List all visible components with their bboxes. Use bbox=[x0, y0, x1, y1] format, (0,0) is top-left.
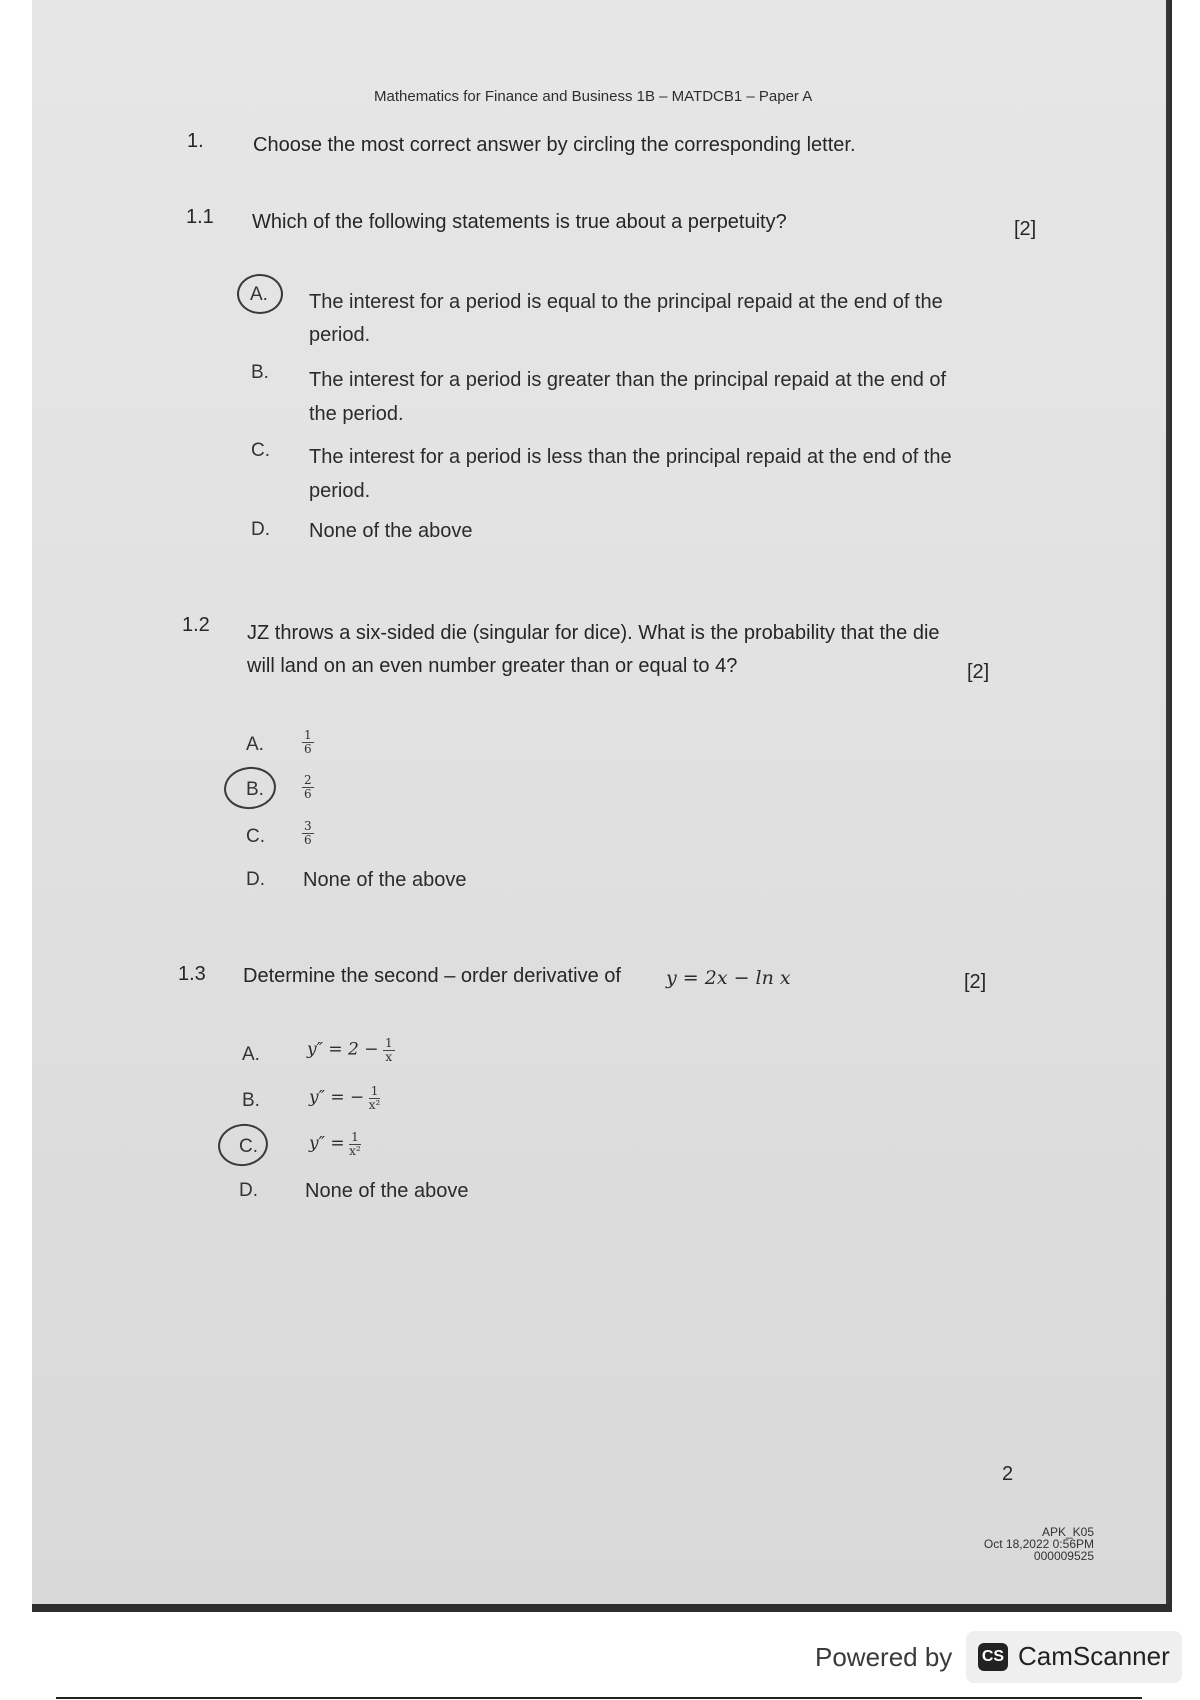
option-letter: A. bbox=[246, 734, 264, 755]
fraction-numerator: 1 bbox=[384, 1036, 393, 1050]
option-text: the period. bbox=[309, 403, 404, 425]
exam-page bbox=[32, 0, 1166, 1604]
fraction-denominator: x bbox=[385, 1050, 393, 1064]
camscanner-brand-name: CamScanner bbox=[1018, 1641, 1170, 1671]
option-letter: D. bbox=[251, 519, 270, 540]
expression-lhs: y″ = − bbox=[309, 1087, 365, 1108]
expression-lhs: y″ = bbox=[309, 1133, 345, 1154]
option-text: The interest for a period is less than the principal repaid at the end of the bbox=[309, 446, 952, 468]
question-text: will land on an even number greater than or equal to 4? bbox=[247, 655, 738, 677]
question-marks: [2] bbox=[967, 661, 990, 683]
stamp-line: 000009525 bbox=[1033, 1549, 1094, 1563]
option-text: period. bbox=[309, 324, 371, 346]
question-number: 1.2 bbox=[182, 614, 210, 636]
scan-bottom-edge bbox=[32, 1604, 1172, 1612]
fraction-denominator: 6 bbox=[304, 787, 312, 801]
option-letter: B. bbox=[246, 779, 264, 800]
option-letter: C. bbox=[251, 440, 270, 461]
question-number: 1.3 bbox=[178, 963, 206, 985]
option-fraction bbox=[302, 774, 314, 801]
question-text: Determine the second – order derivative of bbox=[243, 965, 621, 987]
option-letter: B. bbox=[242, 1090, 260, 1111]
expression-lhs: y″ = 2 − bbox=[307, 1039, 379, 1060]
fraction-denominator: 6 bbox=[304, 742, 312, 756]
page-header: Mathematics for Finance and Business 1B – MATDCB1 – Paper A bbox=[374, 88, 813, 105]
option-letter: B. bbox=[251, 362, 269, 383]
option-text: period. bbox=[309, 480, 371, 502]
option-text: None of the above bbox=[303, 869, 467, 891]
option-text: None of the above bbox=[305, 1180, 469, 1202]
powered-by-label: Powered by bbox=[815, 1642, 953, 1672]
question-text: Which of the following statements is true about a perpetuity? bbox=[252, 211, 787, 233]
fraction-numerator: 3 bbox=[304, 819, 312, 833]
option-letter: A. bbox=[242, 1044, 260, 1065]
option-expression bbox=[309, 1085, 380, 1112]
fraction-denominator: x² bbox=[368, 1098, 381, 1112]
option-expression bbox=[309, 1131, 361, 1158]
footer-divider bbox=[56, 1697, 1142, 1699]
fraction-numerator: 1 bbox=[370, 1084, 379, 1098]
scan-left-edge bbox=[0, 0, 32, 1612]
option-text: The interest for a period is equal to the principal repaid at the end of the bbox=[309, 291, 943, 313]
option-fraction bbox=[302, 729, 314, 756]
option-letter: D. bbox=[239, 1180, 258, 1201]
section-instruction: Choose the most correct answer by circling the corresponding letter. bbox=[253, 134, 856, 156]
scan-right-edge bbox=[1166, 0, 1200, 1612]
option-expression bbox=[307, 1037, 395, 1064]
option-letter: A. bbox=[250, 284, 268, 305]
option-letter: C. bbox=[239, 1136, 258, 1157]
option-letter: D. bbox=[246, 869, 265, 890]
scan-stamp bbox=[972, 1526, 1094, 1562]
page-number: 2 bbox=[1002, 1463, 1014, 1485]
fraction-denominator: x² bbox=[349, 1144, 361, 1158]
question-number: 1.1 bbox=[186, 206, 214, 228]
camscanner-badge-icon: CS bbox=[978, 1643, 1008, 1671]
option-text: The interest for a period is greater than the principal repaid at the end of bbox=[309, 369, 947, 391]
option-text: None of the above bbox=[309, 520, 473, 542]
question-marks: [2] bbox=[964, 971, 987, 993]
stamp-line: APK_K05 bbox=[1041, 1525, 1094, 1539]
option-letter: C. bbox=[246, 826, 265, 847]
option-fraction bbox=[302, 820, 314, 847]
question-text: JZ throws a six-sided die (singular for dice). What is the probability that the die bbox=[247, 622, 940, 644]
fraction-numerator: 1 bbox=[304, 728, 312, 742]
fraction-numerator: 1 bbox=[351, 1130, 359, 1144]
fraction-numerator: 2 bbox=[304, 773, 312, 787]
camscanner-logo bbox=[966, 1631, 1182, 1683]
stamp-line: Oct 18,2022 0:56PM bbox=[983, 1537, 1094, 1551]
question-expression: y = 2x − ln x bbox=[666, 967, 791, 989]
question-marks: [2] bbox=[1014, 218, 1037, 240]
section-number: 1. bbox=[187, 130, 204, 152]
fraction-denominator: 6 bbox=[304, 833, 312, 847]
